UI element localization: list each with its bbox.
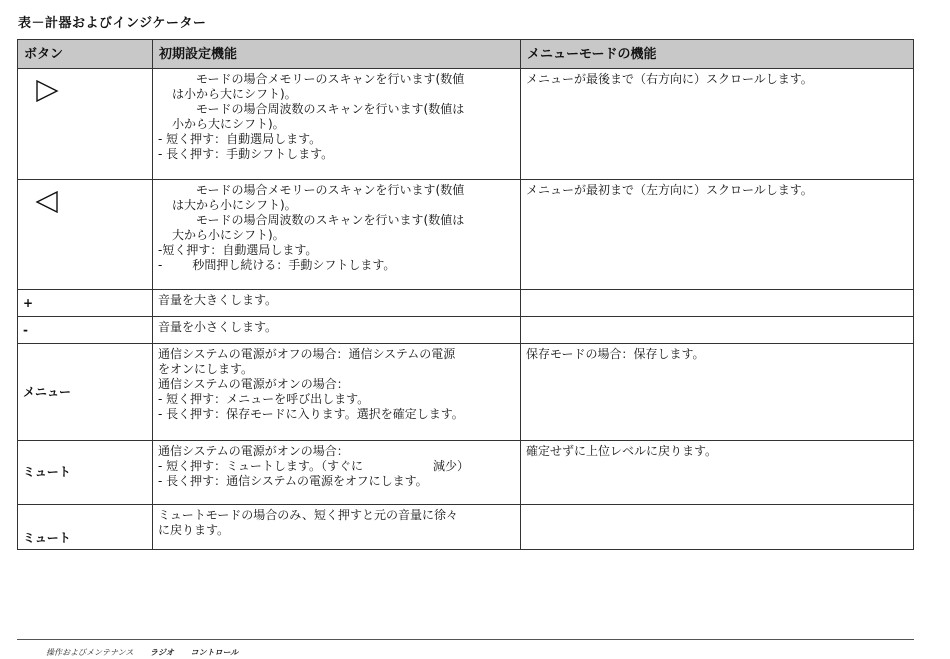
text-line: 小から大にシフト)。 [172,117,285,131]
table-row [18,505,914,550]
table-row [18,317,914,344]
text-fragment: 秒間押し続ける：手動シフトします。 [192,258,396,272]
text-line: ミュートモードの場合のみ、短く押すと元の音量に徐々 [158,508,459,522]
button-cell: メニュー [18,344,153,441]
button-cell: ミュート [18,505,153,550]
page-title: 表－計器およびインジケーター [18,16,207,31]
footer-item-control: コントロール [190,648,239,657]
table-row [18,180,914,290]
button-cell: + [18,290,153,317]
text-line: モードの場合周波数のスキャンを行います(数値は [196,213,465,227]
text-line: - 長く押す：通信システムの電源をオフにします。 [158,474,428,488]
table-row [18,441,914,505]
text-line: に戻ります。 [158,523,230,537]
text-line: モードの場合メモリーのスキャンを行います(数値 [196,183,465,197]
text-line: - 短く押す：メニューを呼び出します。 [158,392,370,406]
text-line [158,459,515,474]
text-fragment: 減少） [432,459,469,473]
header-menu-function: メニューモードの機能 [521,40,914,69]
menu-function-cell [521,290,914,317]
controls-table [17,39,914,550]
page-footer [46,647,252,658]
header-button: ボタン [18,40,153,69]
menu-function-cell: 保存モードの場合：保存します。 [521,344,914,441]
text-line: - 長く押す：保存モードに入ります。選択を確定します。 [158,407,464,421]
text-line: 通信システムの電源がオフの場合：通信システムの電源 [158,347,456,361]
initial-function-cell: 音量を小さくします。 [153,317,521,344]
text-line: モードの場合周波数のスキャンを行います(数値は [196,102,465,116]
text-line: は大から小にシフト)。 [172,198,297,212]
menu-function-cell: メニューが最後まで（右方向に）スクロールします。 [521,69,914,180]
initial-function-cell [153,180,521,290]
text-line: - 短く押す：自動選局します。 [158,132,322,146]
menu-function-cell: 確定せずに上位レベルに戻ります。 [521,441,914,505]
dash: - [158,258,163,272]
footer-divider [17,639,914,640]
text-line: 通信システムの電源がオンの場合： [158,444,349,458]
text-line: 大から小にシフト)。 [172,228,285,242]
menu-function-cell: メニューが最初まで（左方向に）スクロールします。 [521,180,914,290]
text-line: をオンにします。 [158,362,254,376]
menu-function-cell [521,317,914,344]
table-row [18,344,914,441]
table-row [18,290,914,317]
text-line: -短く押す：自動選局します。 [158,243,318,257]
button-cell: - [18,317,153,344]
table-header-row [18,40,914,69]
left-triangle-icon [35,191,59,213]
button-cell: ミュート [18,441,153,505]
text-line: モードの場合メモリーのスキャンを行います(数値 [196,72,465,86]
button-cell [18,180,153,290]
text-line: 通信システムの電源がオンの場合： [158,377,349,391]
footer-item-radio: ラジオ [149,648,174,657]
text-line: - 長く押す：手動シフトします。 [158,147,334,161]
initial-function-cell [153,69,521,180]
initial-function-cell: 音量を大きくします。 [153,290,521,317]
header-initial-function: 初期設定機能 [153,40,521,69]
right-triangle-icon [35,80,59,102]
initial-function-cell [153,344,521,441]
initial-function-cell [153,505,521,550]
footer-section: 操作およびメンテナンス [46,648,134,657]
button-cell [18,69,153,180]
table-row [18,69,914,180]
menu-function-cell [521,505,914,550]
text-line [158,258,515,273]
text-line: は小から大にシフト)。 [172,87,297,101]
text-fragment: - 短く押す：ミュートします。（すぐに [158,459,363,473]
initial-function-cell [153,441,521,505]
